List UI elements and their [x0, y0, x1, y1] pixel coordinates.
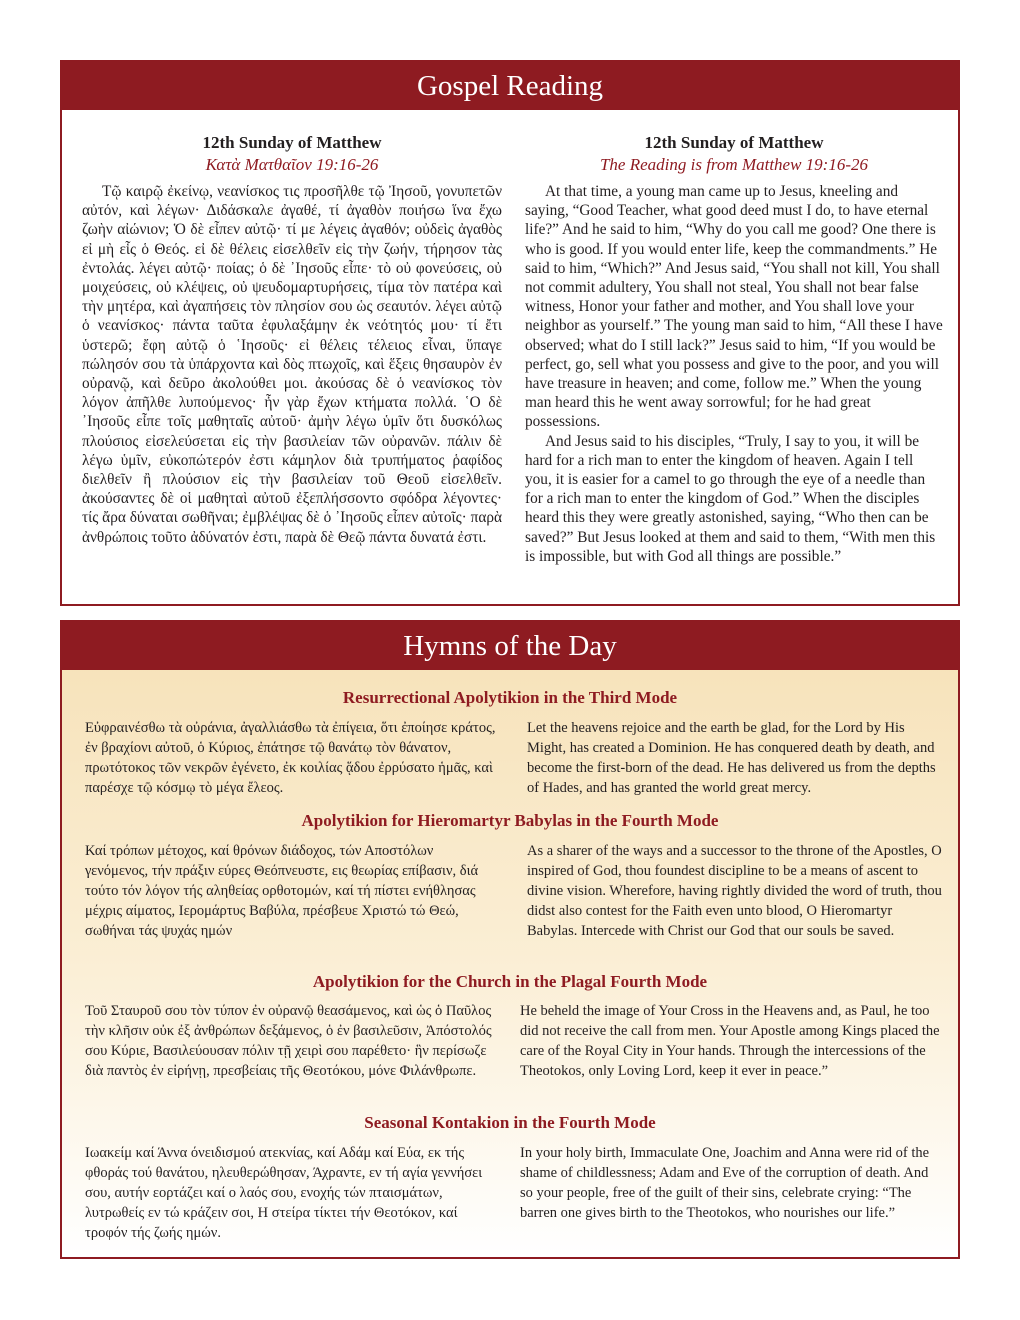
gospel-greek-subheading: Κατὰ Ματθαῖον 19:16-26: [205, 155, 379, 174]
hymn-2-greek: Καί τρόπων μέτοχος, καί θρόνων διάδοχος, τών Αποστόλων γενόμενος, τήν πράξιν εύρες Θεόπνευστε, εις θεωρίας επίβασιν, διά τούτο τόν λόγον τής αληθείας ορθοτομών, καί τή πίστει ενήθλησας μέχρις αίματος, Ιερομάρτυς Βαβύλα, πρέσβευε Χριστώ τώ Θεώ, σωθήναι τάς ψυχάς ημών: [85, 843, 479, 939]
gospel-reading-section: [60, 60, 960, 606]
hymns-section: [60, 620, 960, 1259]
hymn-3-greek: Τοῦ Σταυροῦ σου τὸν τύπον ἐν οὐρανῷ θεασάμενος, καὶ ὡς ὁ Παῦλος τὴν κλῆσιν οὐκ ἐξ ἀνθρώπων δεξάμενος, ὁ ἐν βασιλεῦσιν, Ἀπόστολός σου Κύριε, Βασιλεύουσαν πόλιν τῇ χειρὶ σου παρέθετο· ἣν περίσωζε διὰ παντὸς ἐν εἰρήνῃ, πρεσβείαις τῆς Θεοτόκου, μόνε Φιλάνθρωπε.: [85, 1003, 492, 1079]
hymn-3-english: He beheld the image of Your Cross in the Heavens and, as Paul, he too did not receive the call from men. Your Apostle among Kings placed the care of the Royal City in Your hands. Through the intercessions of the Theotokos, only Loving Lord, keep it ever in peace.”: [520, 1003, 940, 1079]
hymn-4-english: In your holy birth, Immaculate One, Joachim and Anna were rid of the shame of childlessness; Adam and Eve of the corruption of death. And so your people, free of the guilt of their sins, celebrate crying: “The barren one gives birth to the Theotokos, who nourishes our life.”: [520, 1145, 930, 1221]
hymn-2-english: As a sharer of the ways and a successor to the throne of the Apostles, O inspired of God, thou foundest discipline to be a means of ascent to divine vision. Wherefore, having rightly divided the word of truth, thou didst also contest for the Faith even unto blood, O Hieromartyr Babylas. Intercede with Christ our God that our souls be saved.: [527, 843, 942, 939]
hymn-title-1: Resurrectional Apolytikion in the Third Mode: [342, 688, 678, 707]
hymn-title-2: Apolytikion for Hieromartyr Babylas in the Fourth Mode: [301, 811, 719, 830]
gospel-greek-heading: 12th Sunday of Matthew: [202, 133, 382, 152]
gospel-english-paragraph-2: And Jesus said to his disciples, “Truly, I say to you, it will be hard for a rich man to enter the kingdom of heaven. Again I tell you, it is easier for a camel to go through the eye of a needle than for a rich man to enter the kingdom of God.” When the disciples heard this they were greatly astonished, saying, “Who then can be saved?” But Jesus looked at them and said to them, “With men this is impossible, but with God all things are possible.”: [525, 432, 936, 565]
hymn-4-greek: Ιωακείμ καί Άννα όνειδισμού ατεκνίας, καί Αδάμ καί Εύα, εκ τής φθοράς τού θανάτου, ηλευθερώθησαν, Άχραντε, εν τή αγία γεννήσει σου, αυτήν εορτάζει καί ο λαός σου, ενοχής τών πταισμάτων, λυτρωθείς εν τώ κράζειν σοι, Η στείρα τίκτει τήν Θεοτόκον, καί τροφόν τής ζωής ημών.: [85, 1145, 483, 1241]
gospel-greek-text: Τῷ καιρῷ ἐκείνῳ, νεανίσκος τις προσῆλθε τῷ Ἰησοῦ, γονυπετῶν αὐτόν, καὶ λέγων· Διδάσκαλε ἀγαθέ, τί ἀγαθὸν ποιήσω ἵνα ἔχω ζωὴν αἰώνιον; Ὁ δὲ εἶπεν αὐτῷ· τί με λέγεις ἀγαθόν; οὐδεὶς ἀγαθὸς εἰ μὴ εἷς ὁ Θεός. εἰ δὲ θέλεις εἰσελθεῖν εἰς τὴν ζωήν, τήρησον τὰς ἐντολάς. λέγει αὐτῷ· ποίας; ὁ δὲ ᾿Ιησοῦς εἶπε· τὸ οὐ φονεύσεις, οὐ μοιχεύσεις, οὐ κλέψεις, οὐ ψευδομαρτυρήσεις, τίμα τὸν πατέρα καὶ τὴν μητέρα, καὶ ἀγαπήσεις τὸν πλησίον σου ὡς σεαυτόν. λέγει αὐτῷ ὁ νεανίσκος· πάντα ταῦτα ἐφυλαξάμην ἐκ νεότητός μου· τί ἔτι ὑστερῶ; ἔφη αὐτῷ ὁ ῾Ιησοῦς· εἰ θέλεις τέλειος εἶναι, ὕπαγε πώλησόν σου τὰ ὑπάρχοντα καὶ δὸς πτωχοῖς, καὶ ἕξεις θησαυρὸν ἐν οὐρανῷ, καὶ δεῦρο ἀκολούθει μοι. ἀκούσας δὲ ὁ νεανίσκος τὸν λόγον ἀπῆλθε λυπούμενος· ἦν γὰρ ἔχων κτήματα πολλά. ῾Ο δὲ ᾿Ιησοῦς εἶπε τοῖς μαθηταῖς αὐτοῦ· ἀμὴν λέγω ὑμῖν ὅτι δυσκόλως πλούσιος εἰσελεύσεται εἰς τὴν βασιλείαν τῶν οὐρανῶν. πάλιν δὲ λέγω ὑμῖν, εὐκοπώτερόν ἐστι κάμηλον διὰ τρυπήματος ῥαφίδος διελθεῖν ἢ πλούσιον εἰς τὴν βασιλείαν τοῦ Θεοῦ εἰσελθεῖν. ἀκούσαντες δὲ οἱ μαθηταὶ αὐτοῦ ἐξεπλήσσοντο σφόδρα λέγοντες· τίς ἄρα δύναται σωθῆναι; ἐμβλέψας δὲ ὁ ᾿Ιησοῦς εἶπεν αὐτοῖς· παρὰ ἀνθρώποις τοῦτο ἀδύνατόν ἐστι, παρὰ δὲ Θεῷ πάντα δυνατά ἐστι.: [82, 183, 502, 546]
gospel-english-heading: 12th Sunday of Matthew: [644, 133, 824, 152]
hymn-title-3: Apolytikion for the Church in the Plagal Fourth Mode: [312, 972, 708, 991]
hymn-1-greek: Εὐφραινέσθω τὰ οὐράνια, ἀγαλλιάσθω τὰ ἐπίγεια, ὅτι ἐποίησε κράτος, ἐν βραχίονι αὐτοῦ, ὁ Κύριος, ἐπάτησε τῷ θανάτῳ τὸν θάνατον, πρωτότοκος τῶν νεκρῶν ἐγένετο, ἐκ κοιλίας ᾅδου ἐρρύσατο ἡμᾶς, καὶ παρέσχε τῷ κόσμῳ τὸ μέγα ἔλεος.: [85, 720, 496, 796]
gospel-english-subheading: The Reading is from Matthew 19:16-26: [599, 155, 869, 174]
hymn-title-4: Seasonal Kontakion in the Fourth Mode: [364, 1113, 656, 1132]
gospel-english-paragraph-1: At that time, a young man came up to Jesus, kneeling and saying, “Good Teacher, what good deed must I do, to have eternal life?” And he said to him, “Why do you call me good? One there is who is good. If you would enter life, keep the commandments.” He said to him, “Which?” And Jesus said, “You shall not kill, You shall not commit adultery, You shall not steal, You shall not bear false witness, Honor your father and mother, and You shall love your neighbor as yourself.” The young man said to him, “All these I have observed; what do I still lack?” Jesus said to him, “If you would be perfect, go, sell what you possess and give to the poor, and you will have treasure in heaven; and come, follow me.” When the young man heard this he went away sorrowful; for he had great possessions.: [525, 183, 943, 431]
gospel-greek-column: [82, 132, 502, 547]
gospel-banner-title: Gospel Reading: [62, 62, 958, 110]
hymn-1-english: Let the heavens rejoice and the earth be glad, for the Lord by His Might, has created a Dominion. He has conquered death by death, and become the first-born of the dead. He has delivered us from the depths of Hades, and has granted the world great mercy.: [527, 720, 936, 796]
hymns-banner-title: Hymns of the Day: [62, 622, 958, 670]
gospel-english-column: [525, 132, 943, 566]
